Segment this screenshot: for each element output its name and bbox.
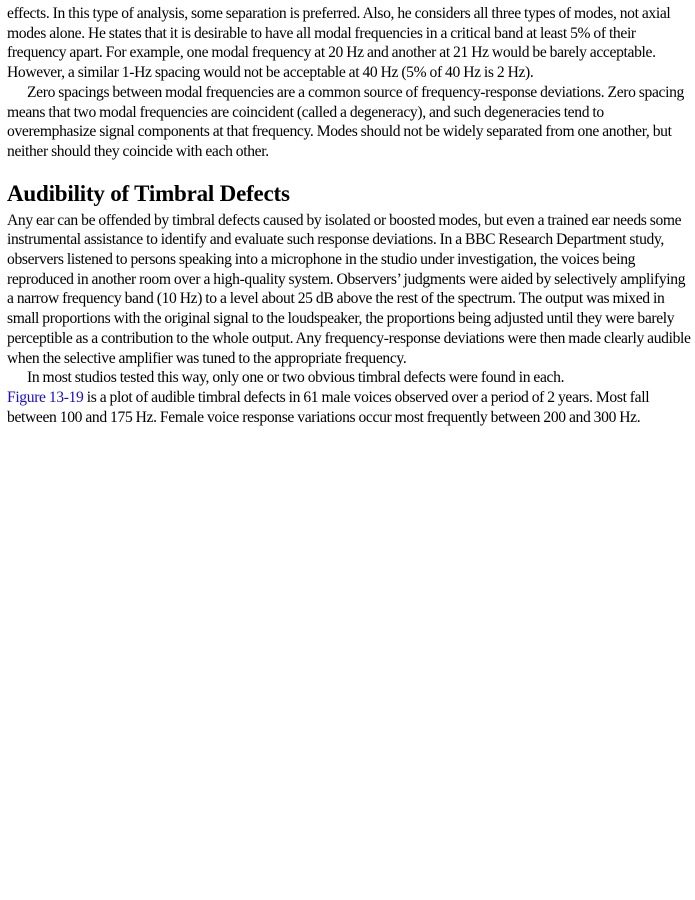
paragraph-figure-reference: [7, 388, 693, 427]
section-heading: Audibility of Timbral Defects: [7, 180, 290, 206]
document-page: [7, 4, 693, 427]
figure-13-19-link[interactable]: Figure 13-19: [7, 388, 84, 406]
paragraph-studios-tested: In most studios tested this way, only one or two obvious timbral defects were found in each.: [27, 369, 565, 387]
paragraph-zero-spacing: Zero spacings between modal frequencies are a common source of frequency-response deviations. Zero spacing means that two modal frequencies are coincident (called a degeneracy), and such degeneracies tend to overemphasize signal components at that frequency. Modes should not be widely separated from one another, but neither should they coincide with each other.: [7, 83, 684, 160]
figure-reference-text: is a plot of audible timbral defects in 61 male voices observed over a period of 2 years. Most fall between 100 and 175 Hz. Female voice response variations occur most frequently between 200 and 300 Hz.: [7, 388, 650, 426]
paragraph-bbc-study: Any ear can be offended by timbral defects caused by isolated or boosted modes, but even a trained ear needs some instrumental assistance to identify and evaluate such response deviations. In a BBC Research Department study, observers listened to persons speaking into a microphone in the studio under investigation, the voices being reproduced in another room over a high-quality system. Observers’ judgments were aided by selectively amplifying a narrow frequency band (10 Hz) to a level about 25 dB above the rest of the spectrum. The output was mixed in small proportions with the original signal to the loudspeaker, the proportions being adjusted until they were barely perceptible as a contribution to the whole output. Any frequency-response deviations were then made clearly audible when the selective amplifier was tuned to the appropriate frequency.: [7, 211, 691, 367]
paragraph-modal-spacing: effects. In this type of analysis, some separation is preferred. Also, he considers all three types of modes, not axial modes alone. He states that it is desirable to have all modal frequencies in a critical band at least 5% of their frequency apart. For example, one modal frequency at 20 Hz and another at 21 Hz would be barely acceptable. However, a similar 1-Hz spacing would not be acceptable at 40 Hz (5% of 40 Hz is 2 Hz).: [7, 5, 671, 82]
